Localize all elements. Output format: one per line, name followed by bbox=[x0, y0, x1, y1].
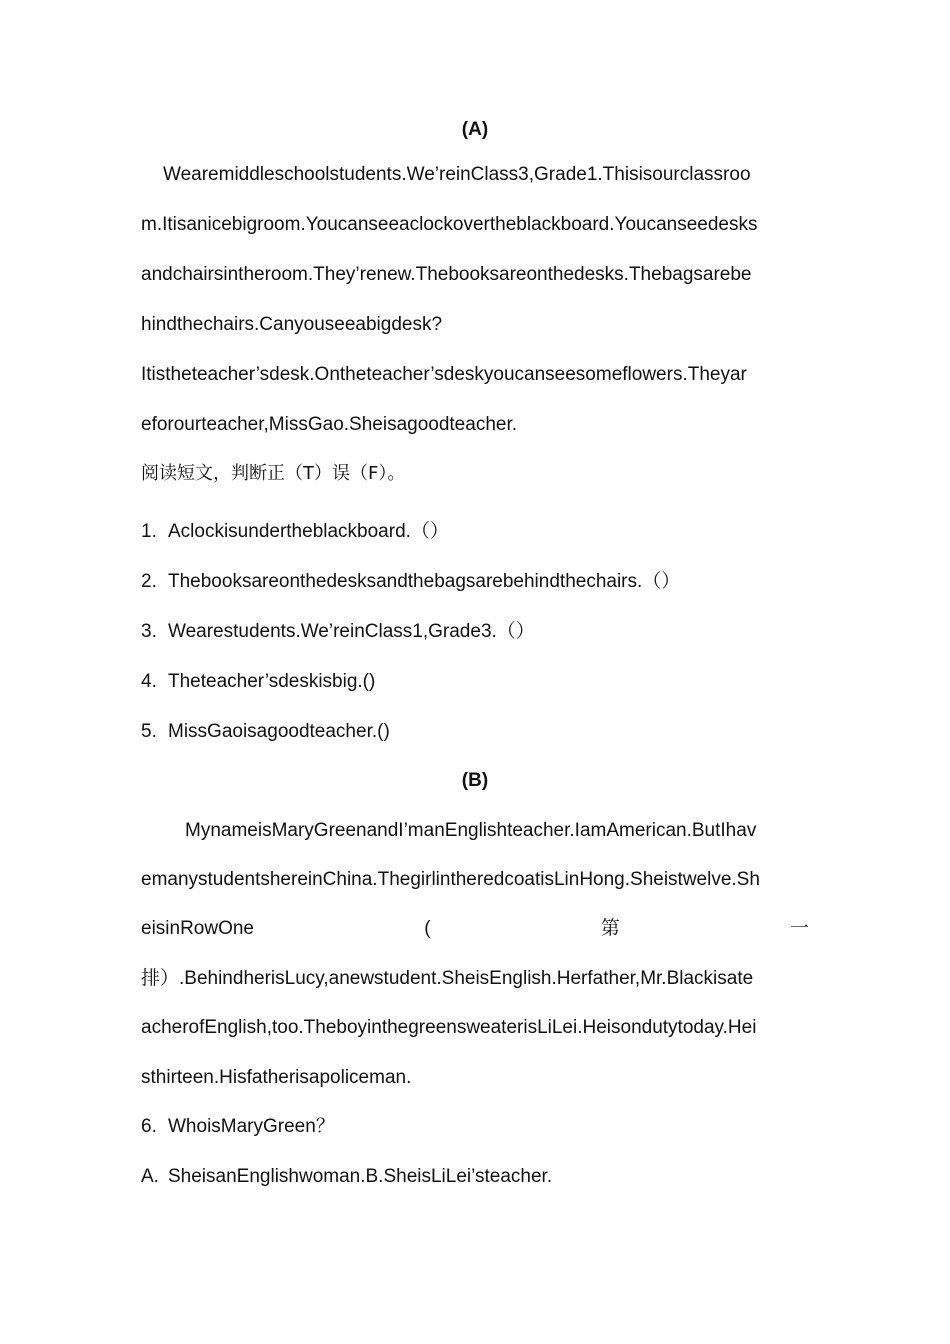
question-text: WhoisMaryGreen？ bbox=[168, 1116, 335, 1137]
passage-a-line: Itistheteacher’sdesk.Ontheteacher’sdeskyoucanseesomeflowers.Theyar bbox=[141, 364, 747, 385]
option-label: A. bbox=[141, 1166, 159, 1187]
passage-a-line: Wearemiddleschoolstudents.We’reinClass3,Grade1.Thisisourclassroo bbox=[163, 164, 751, 185]
question-item bbox=[141, 719, 809, 745]
passage-b-line: acherofEnglish,too.TheboyinthegreensweaterisLiLei.Heisondutytoday.Hei bbox=[141, 1017, 757, 1038]
question-item bbox=[141, 669, 809, 695]
question-number: 2. bbox=[141, 571, 157, 592]
passage-b-fragment: ( bbox=[424, 918, 431, 939]
option-text: SheisanEnglishwoman.B.SheisLiLei’steacher. bbox=[168, 1166, 553, 1187]
question-number: 4. bbox=[141, 671, 157, 692]
question-item bbox=[141, 619, 809, 645]
passage-a-line: andchairsintheroom.They’renew.Thebooksareonthedesks.Thebagsarebe bbox=[141, 264, 752, 285]
answer-options bbox=[141, 1164, 809, 1190]
passage-a-line: hindthechairs.Canyouseeabigdesk? bbox=[141, 314, 443, 335]
question-text: Wearestudents.We’reinClass1,Grade3.（） bbox=[168, 621, 535, 642]
passage-b-fragment: 一 bbox=[789, 918, 809, 939]
question-item bbox=[141, 569, 809, 595]
question-number: 1. bbox=[141, 521, 157, 542]
passage-b-line: MynameisMaryGreenandI’manEnglishteacher.IamAmerican.ButIhav bbox=[185, 820, 757, 841]
question-item bbox=[141, 519, 809, 545]
question-number: 3. bbox=[141, 621, 157, 642]
section-b-heading: (B) bbox=[461, 770, 489, 791]
question-text: Aclockisundertheblackboard.（） bbox=[168, 521, 449, 542]
question-text: MissGaoisagoodteacher.() bbox=[168, 721, 390, 742]
passage-a-line: eforourteacher,MissGao.Sheisagoodteacher. bbox=[141, 414, 518, 435]
question-number: 5. bbox=[141, 721, 157, 742]
passage-b-line: emanystudentshereinChina.ThegirlintheredcoatisLinHong.Sheistwelve.Sh bbox=[141, 869, 760, 890]
question-text: Theteacher’sdeskisbig.() bbox=[168, 671, 376, 692]
question-number: 6. bbox=[141, 1116, 157, 1137]
passage-b-line: sthirteen.Hisfatherisapoliceman. bbox=[141, 1067, 412, 1088]
question-text: Thebooksareonthedesksandthebagsarebehindthechairs.（） bbox=[168, 571, 681, 592]
passage-b-fragment: eisinRowOne bbox=[141, 918, 254, 939]
passage-b-line bbox=[141, 916, 809, 942]
section-a-heading: (A) bbox=[461, 119, 489, 140]
question-item bbox=[141, 1114, 809, 1140]
passage-b-line: 排）.BehindherisLucy,anewstudent.SheisEnglish.Herfather,Mr.Blackisate bbox=[141, 968, 754, 989]
passage-b-fragment: 第 bbox=[600, 918, 620, 939]
instruction-text: 阅读短文，判断正（T）误（F）。 bbox=[141, 463, 406, 484]
passage-a-line: m.Itisanicebigroom.Youcanseeaclockovertheblackboard.Youcanseedesks bbox=[141, 214, 758, 235]
